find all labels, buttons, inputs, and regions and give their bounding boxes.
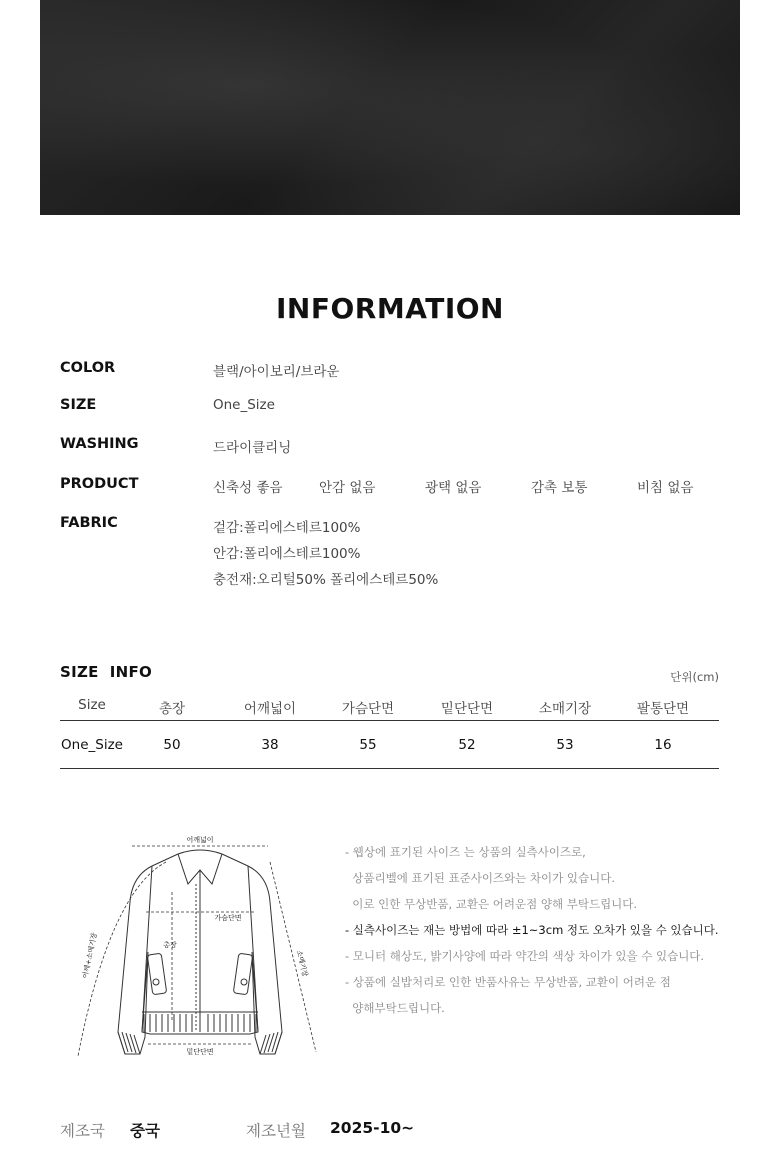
- label-washing: WASHING: [60, 436, 139, 452]
- diagram-label-length: 총장: [163, 941, 177, 949]
- table-cell: 55: [359, 737, 377, 753]
- table-header: 소매기장: [538, 701, 592, 717]
- table-header: 가슴단면: [341, 701, 395, 717]
- product-photo: [40, 0, 740, 215]
- table-cell: One_Size: [61, 737, 123, 753]
- product-sheer: 비침 없음: [637, 480, 694, 496]
- note-line: - 상품에 실밥처리로 인한 반품사유는 무상반품, 교환이 어려운 점: [345, 975, 671, 989]
- table-header: Size: [78, 697, 106, 713]
- note-line: 이로 인한 무상반품, 교환은 어려운점 양해 부탁드립니다.: [345, 897, 638, 911]
- value-color: 블랙/아이보리/브라운: [213, 364, 340, 380]
- note-line: - 모니터 해상도, 밝기사양에 따라 약간의 색상 차이가 있을 수 있습니다.: [345, 949, 705, 963]
- note-line: 양해부탁드립니다.: [345, 1001, 445, 1015]
- fabric-line: 겉감:폴리에스테르100%: [213, 520, 361, 536]
- note-line: - 웹상에 표기된 사이즈 는 상품의 실측사이즈로,: [345, 845, 586, 859]
- manufacture-date-label: 제조년월: [246, 1122, 306, 1140]
- table-header: 팔통단면: [636, 701, 690, 717]
- product-gloss: 광택 없음: [425, 480, 482, 496]
- diagram-label-chest: 가슴단면: [214, 914, 242, 922]
- label-product: PRODUCT: [60, 476, 139, 492]
- note-line: 상품리벨에 표기된 표준사이즈와는 차이가 있습니다.: [345, 871, 615, 885]
- note-line-emphasis: - 실측사이즈는 재는 방법에 따라 ±1~3cm 정도 오차가 있을 수 있습니다.: [345, 923, 719, 937]
- product-texture: 감촉 보통: [531, 480, 588, 496]
- diagram-label-shoulder-sleeve: 어깨+소매기장: [81, 932, 99, 980]
- table-header: 총장: [158, 701, 186, 717]
- table-cell: 52: [458, 737, 476, 753]
- section-title-size-info: SIZE INFO: [60, 663, 153, 681]
- table-divider: [60, 720, 719, 721]
- table-cell: 50: [163, 737, 181, 753]
- diagram-label-shoulder: 어깨넓이: [186, 836, 214, 844]
- fabric-line: 안감:폴리에스테르100%: [213, 546, 361, 562]
- unit-label: 단위(cm): [670, 670, 719, 684]
- section-title-information: INFORMATION: [276, 292, 504, 325]
- label-fabric: FABRIC: [60, 515, 118, 531]
- product-lining: 안감 없음: [319, 480, 376, 496]
- manufacture-date-value: 2025-10~: [330, 1119, 415, 1137]
- table-header: 밑단단면: [440, 701, 494, 717]
- jacket-size-diagram: [70, 832, 330, 1072]
- origin-label: 제조국: [60, 1122, 105, 1140]
- table-header: 어깨넓이: [243, 701, 297, 717]
- table-cell: 16: [654, 737, 672, 753]
- value-washing: 드라이클리닝: [213, 440, 292, 456]
- origin-value: 중국: [130, 1122, 160, 1140]
- table-cell: 53: [556, 737, 574, 753]
- value-size: One_Size: [213, 397, 275, 413]
- label-color: COLOR: [60, 360, 116, 376]
- diagram-label-hem: 밑단단면: [186, 1048, 214, 1056]
- label-size: SIZE: [60, 397, 97, 413]
- diagram-label-sleeve: 소매기장: [294, 949, 310, 978]
- fabric-line: 충전재:오리털50% 폴리에스테르50%: [213, 572, 439, 588]
- product-stretch: 신축성 좋음: [213, 480, 283, 496]
- table-divider: [60, 768, 719, 769]
- table-cell: 38: [261, 737, 279, 753]
